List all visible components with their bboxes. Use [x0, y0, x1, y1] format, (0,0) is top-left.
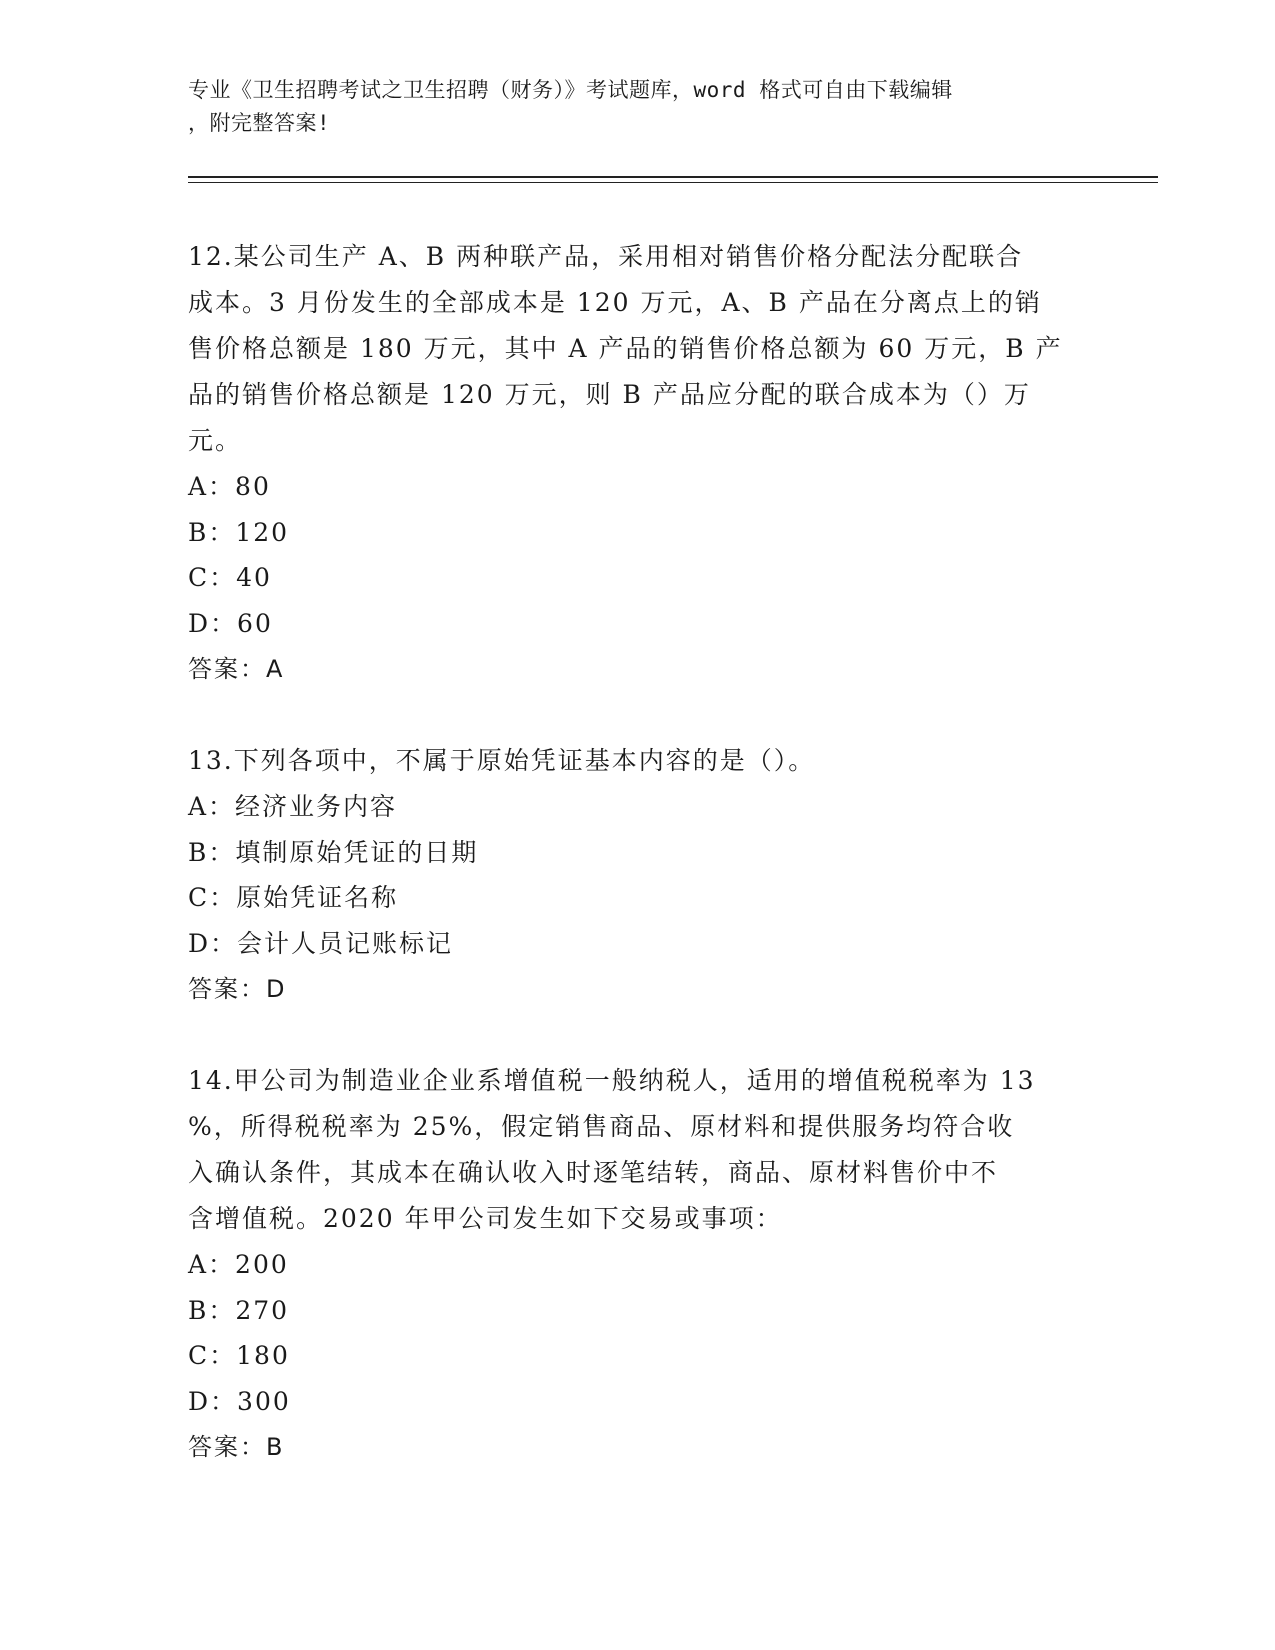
question-stem [188, 1058, 1088, 1242]
header-line-1: 专业《卫生招聘考试之卫生招聘（财务）》考试题库，word 格式可自由下载编辑 [188, 78, 953, 102]
option-c: C：180 [188, 1341, 290, 1370]
stem-line: %，所得税税率为 25%，假定销售商品、原材料和提供服务均符合收 [188, 1112, 1015, 1141]
stem-line: 元。 [188, 426, 243, 455]
question-13 [188, 738, 1088, 1012]
document-header [188, 74, 1068, 140]
option-c: C：原始凭证名称 [188, 883, 399, 912]
header-divider-top [188, 176, 1158, 178]
option-a: A：80 [188, 472, 271, 501]
question-12 [188, 234, 1088, 692]
question-stem [188, 738, 1088, 784]
option-a: A：200 [188, 1250, 289, 1279]
option-b: B：270 [188, 1295, 290, 1325]
answer: 答案：B [188, 1433, 285, 1461]
option-c: C：40 [188, 563, 272, 592]
option-b: B：填制原始凭证的日期 [188, 837, 479, 867]
option-d: D：会计人员记账标记 [188, 928, 454, 958]
stem-line: 品的销售价格总额是 120 万元，则 B 产品应分配的联合成本为（）万 [188, 380, 1031, 409]
question-14 [188, 1058, 1088, 1470]
answer: 答案：A [188, 655, 285, 683]
option-d: D：300 [188, 1386, 291, 1416]
stem-line: 含增值税。2020 年甲公司发生如下交易或事项： [188, 1204, 783, 1233]
stem-line: 14.甲公司为制造业企业系增值税一般纳税人，适用的增值税税率为 13 [188, 1066, 1036, 1095]
stem-line: 12.某公司生产 A、B 两种联产品，采用相对销售价格分配法分配联合 [188, 242, 1024, 271]
answer: 答案：D [188, 975, 287, 1003]
stem-line: 入确认条件，其成本在确认收入时逐笔结转，商品、原材料售价中不 [188, 1158, 999, 1187]
stem-line: 成本。3 月份发生的全部成本是 120 万元，A、B 产品在分离点上的销 [188, 288, 1042, 317]
option-b: B：120 [188, 517, 290, 547]
stem-line: 13.下列各项中，不属于原始凭证基本内容的是（）。 [188, 746, 816, 775]
question-stem [188, 234, 1088, 464]
option-a: A：经济业务内容 [188, 792, 398, 821]
stem-line: 售价格总额是 180 万元，其中 A 产品的销售价格总额为 60 万元，B 产 [188, 334, 1063, 363]
header-line-2: ，附完整答案! [188, 111, 331, 135]
header-divider-bottom [188, 182, 1158, 183]
option-d: D：60 [188, 608, 273, 638]
